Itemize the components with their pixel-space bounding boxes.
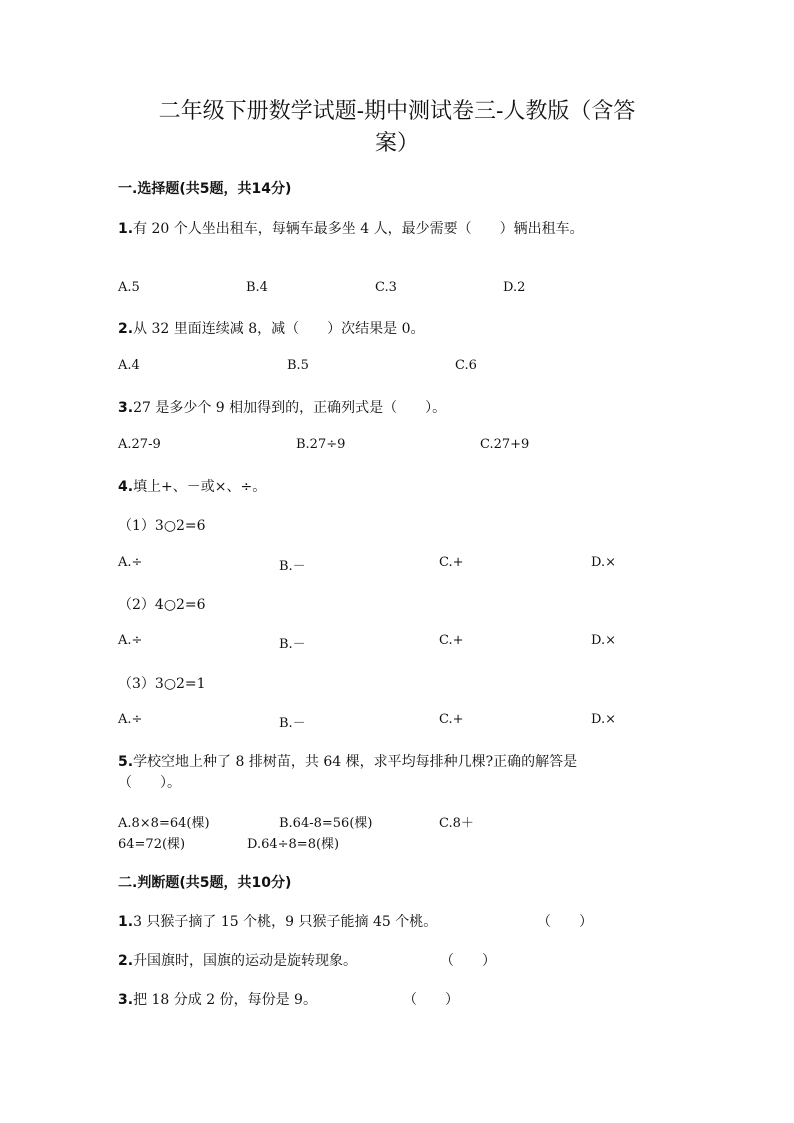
option-a[interactable]: A.÷ <box>118 555 143 570</box>
option-d[interactable]: D.× <box>591 555 616 570</box>
section-heading-choice: 一.选择题(共5题，共14分) <box>118 181 292 197</box>
option-a[interactable]: A.27-9 <box>118 437 161 452</box>
question-number: 1. <box>118 914 134 930</box>
option-a[interactable]: A.5 <box>118 280 140 295</box>
option-c[interactable]: C.27+9 <box>480 437 530 452</box>
answer-blank[interactable]: （ ） <box>440 953 496 969</box>
answer-blank[interactable]: （ ） <box>403 992 459 1008</box>
question-text: 升国旗时，国旗的运动是旋转现象。 <box>133 953 358 969</box>
page-title-line1: 二年级下册数学试题-期中测试卷三-人教版（含答 <box>158 99 636 124</box>
sub-question-1: （1）3○2=6 <box>118 518 206 534</box>
question-number: 2. <box>118 321 134 337</box>
option-a[interactable]: A.÷ <box>118 712 143 727</box>
question-2 <box>118 318 425 338</box>
option-b[interactable]: B.4 <box>246 280 268 295</box>
question-number: 2. <box>118 953 134 969</box>
question-number: 3. <box>118 992 134 1008</box>
option-d[interactable]: D.64÷8=8(棵) <box>247 837 340 852</box>
question-text: 3 只猴子摘了 15 个桃，9 只猴子能摘 45 个桃。 <box>133 914 438 930</box>
section-heading-judgment: 二.判断题(共5题，共10分) <box>118 875 292 891</box>
option-b[interactable]: B.5 <box>287 358 309 373</box>
question-4 <box>118 476 266 496</box>
option-d[interactable]: D.× <box>591 633 616 648</box>
answer-blank[interactable]: （ ） <box>537 914 593 930</box>
option-d[interactable]: D.2 <box>503 280 526 295</box>
question-1 <box>118 218 584 238</box>
option-c-continued: 64=72(棵) <box>118 837 186 852</box>
question-text: 有 20 个人坐出租车，每辆车最多坐 4 人，最少需要（ ）辆出租车。 <box>133 221 584 237</box>
option-a[interactable]: A.4 <box>118 358 140 373</box>
sub-question-2: （2）4○2=6 <box>118 597 206 613</box>
option-a[interactable]: A.÷ <box>118 633 143 648</box>
question-text: 学校空地上种了 8 排树苗，共 64 棵，求平均每排种几棵?正确的解答是 <box>133 754 578 770</box>
question-text: 填上+、－或×、÷。 <box>133 479 267 495</box>
question-number: 1. <box>118 221 134 237</box>
sub-question-3: （3）3○2=1 <box>118 676 206 692</box>
question-5-line2: （ ）。 <box>118 775 181 791</box>
option-d[interactable]: D.× <box>591 712 616 727</box>
option-b[interactable]: B.－ <box>279 559 306 574</box>
question-text: 把 18 分成 2 份，每份是 9。 <box>133 992 317 1008</box>
judgment-question-2 <box>118 950 357 970</box>
question-3 <box>118 397 446 417</box>
question-number: 4. <box>118 479 134 495</box>
option-b[interactable]: B.64-8=56(棵) <box>279 816 373 831</box>
question-text: 27 是多少个 9 相加得到的，正确列式是（ ）。 <box>133 400 447 416</box>
question-number: 5. <box>118 754 134 770</box>
option-c[interactable]: C.8＋ <box>439 816 474 831</box>
option-b[interactable]: B.－ <box>279 637 306 652</box>
option-a[interactable]: A.8×8=64(棵) <box>118 816 210 831</box>
page-title-line2: 案） <box>374 131 419 156</box>
option-c[interactable]: C.3 <box>375 280 397 295</box>
question-number: 3. <box>118 400 134 416</box>
option-b[interactable]: B.27÷9 <box>296 437 346 452</box>
question-5 <box>118 751 577 771</box>
judgment-question-3 <box>118 989 317 1009</box>
option-c[interactable]: C.+ <box>439 712 464 727</box>
question-text: 从 32 里面连续减 8，减（ ）次结果是 0。 <box>133 321 425 337</box>
option-b[interactable]: B.－ <box>279 716 306 731</box>
option-c[interactable]: C.+ <box>439 555 464 570</box>
judgment-question-1 <box>118 911 437 931</box>
option-c[interactable]: C.6 <box>455 358 477 373</box>
option-c[interactable]: C.+ <box>439 633 464 648</box>
